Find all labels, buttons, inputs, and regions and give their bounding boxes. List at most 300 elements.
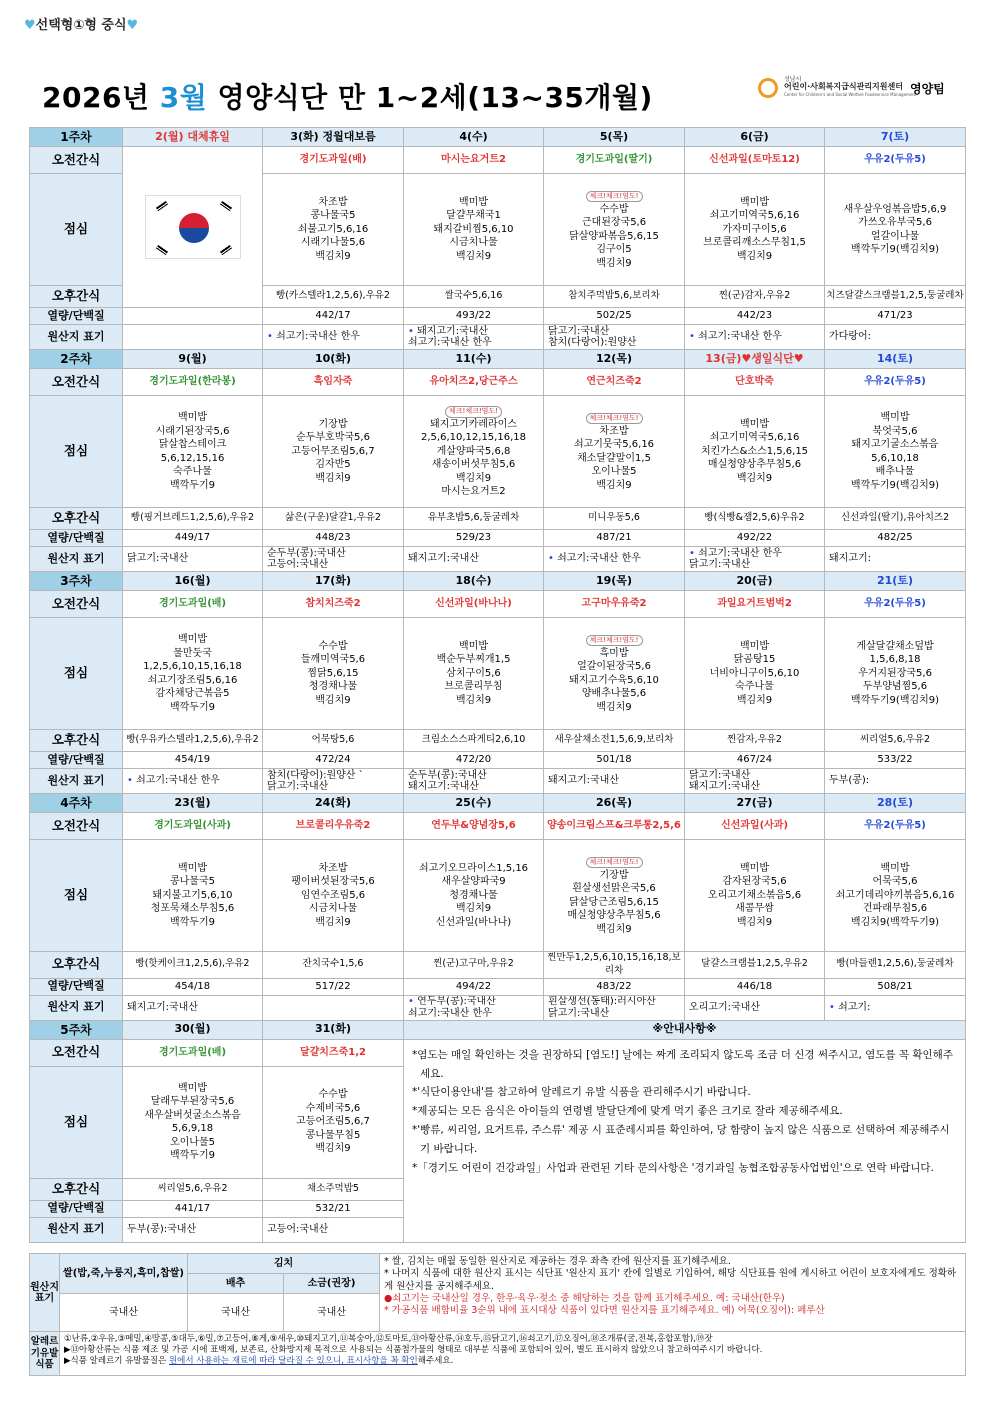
day-header: 2(월) 대체휴일 <box>123 128 263 147</box>
dish: 백김치9 <box>596 479 632 491</box>
allergy-notes: ①난류,②우유,③메밀,④땅콩,⑤대두,⑥밀,⑦고등어,⑧게,⑨새우,⑩돼지고기,⑪복숭아,⑫토마토,⑬아황산류,⑭호두,⑮닭고기,⑯쇠고기,⑰오징어,⑱조개류(굴,전복,홍합포함),⑲잣 ▶⑬아황산류는 식품 제조 및 가공 시에 표백제, 보존료, 산화방지제 목적으로 사용되는 식품첨가물의 형태로 대부분 식품에 포함되어 있어, 별도 표시하지 않았으니 참고하여주시기 바랍니다. ▶식품 알레르기 유발물질은 원에서 사용하는 재료에 따라 달라질 수 있으니, 표시사항을 꼭 확인해주세요. <box>60 1332 966 1376</box>
am_snack-cell: 단호박죽 <box>685 369 825 396</box>
origin-cell: 돼지고기:국내산 <box>123 995 263 1020</box>
dish: 새우살양파국9 <box>441 876 506 888</box>
origin-label: 원산지 표기 <box>30 547 123 572</box>
dish: 쇠고기뭇국5,6,16 <box>573 439 655 450</box>
lunch-cell <box>263 618 404 730</box>
day-header: 21(토) <box>825 572 966 591</box>
dish: 1,5,6,8,18 <box>869 654 921 666</box>
day-header: 28(토) <box>825 794 966 813</box>
dish: 순두부호박국5,6 <box>296 432 370 444</box>
dish: 백깍두기9 <box>169 479 215 491</box>
day-header: 16(월) <box>123 572 263 591</box>
am_snack-cell: 달걀치즈죽1,2 <box>263 1039 404 1066</box>
energy-row <box>30 978 966 995</box>
origin-cell: 순두부(콩):국내산 돼지고기:국내산 <box>404 769 544 794</box>
energy-cell: 448/23 <box>263 530 404 547</box>
origin-label: 원산지 표기 <box>30 325 123 350</box>
lunch-cell <box>404 618 544 730</box>
notice-item: *'식단이용안내'를 참고하여 알레르기 유발 식품을 관리해주시기 바랍니다. <box>412 1086 751 1099</box>
pm_snack-cell: 빵(우유카스텔라1,2,5,6),우유2 <box>123 730 263 752</box>
dish: 오이나물5 <box>169 1136 215 1148</box>
lunch-cell <box>825 618 966 730</box>
pm_snack-cell: 찐(군)고구마,우유2 <box>404 952 544 979</box>
energy-cell: 487/21 <box>544 530 685 547</box>
am_snack-cell: 경기도과일(배) <box>123 1039 263 1066</box>
dish: 쇠고기오므라이스1,5,16 <box>418 862 529 874</box>
day-header: 23(월) <box>123 794 263 813</box>
salt-check-icon: 체크!체크!염도! <box>404 404 543 418</box>
lunch-row <box>30 840 966 952</box>
dish: 양배추나물5,6 <box>581 688 647 699</box>
dish: 임연수조림5,6 <box>300 889 366 901</box>
dish: 백김치9 <box>596 923 632 935</box>
day-header: 17(화) <box>263 572 404 591</box>
origin-cell: • 쇠고기:국내산 한우 <box>123 769 263 794</box>
day-header: 6(금) <box>685 128 825 147</box>
dish: 백김치9 <box>736 472 773 484</box>
dish: 쇠고기데리야끼볶음5,6,16 <box>835 889 955 901</box>
dish: 청경채나물 <box>308 681 358 693</box>
am_snack-cell: 흑임자죽 <box>263 369 404 396</box>
origin-label: 원산지표기 <box>30 1254 60 1332</box>
dish: 콩나물국5 <box>310 210 356 222</box>
dish: 신선과일(바나나) <box>435 916 512 928</box>
dish: 돼지갈비찜5,6,10 <box>433 223 514 235</box>
lunch-cell <box>825 840 966 952</box>
dish: 백김치9 <box>455 694 492 706</box>
lunch-cell <box>263 396 404 508</box>
lunch-cell <box>123 396 263 508</box>
org-logo: 성남시 어린이·사회복지급식관리지원센터 Center for Children's and Social Welfare Foodservice Management 영양팀 <box>758 74 968 104</box>
dish: 백김치9 <box>315 250 351 262</box>
am_snack-label: 오전간식 <box>30 147 123 174</box>
dish: 시금치나물 <box>449 237 498 249</box>
dish: 백김치9 <box>315 694 351 706</box>
am_snack-cell: 우유2(두유5) <box>825 147 966 174</box>
pm_snack-cell: 빵(식빵&잼2,5,6)우유2 <box>685 508 825 530</box>
notice-item: *「경기도 어린이 건강과일」사업과 관련된 기타 문의사항은 '경기과일 농협조합공동사업법인'으로 연락 바랍니다. <box>412 1161 934 1174</box>
pm_snack-cell: 달걀스크램블1,2,5,우유2 <box>685 952 825 979</box>
dish: 매실청양상추무침5,6 <box>567 910 661 921</box>
dish: 2,5,6,10,12,15,16,18 <box>421 432 526 444</box>
dish: 5,6,12,15,16 <box>160 452 225 464</box>
salt-label: 소금(권장) <box>284 1274 380 1294</box>
dish: 백깍두기9(백김치9) <box>850 694 940 706</box>
dish: 닭살당근조림5,6,15 <box>569 896 659 908</box>
dish: 얼갈이나물 <box>870 230 920 242</box>
dish: 수제비국5,6 <box>305 1102 361 1114</box>
dish: 백깍두기9(백김치9) <box>850 479 940 491</box>
rice-label: 쌀(밥,죽,누룽지,흑미,찹쌀) <box>60 1254 188 1294</box>
dish: 게살양파국5,6,8 <box>436 445 511 457</box>
origin-cell: • 쇠고기:국내산 한우 닭고기:국내산 <box>685 547 825 572</box>
dish: 고등어무조림5,6,7 <box>291 445 375 457</box>
day-header: 14(토) <box>825 350 966 369</box>
dish: 달래두부된장국5,6 <box>150 1096 235 1108</box>
lunch-cell <box>123 618 263 730</box>
pm_snack-cell: 씨리얼5,6,우유2 <box>123 1178 263 1200</box>
lunch-cell <box>544 618 685 730</box>
pm_snack-cell: 빵(카스텔라1,2,5,6),우유2 <box>263 286 404 308</box>
week-header <box>30 794 966 813</box>
cabbage-origin: 국내산 <box>188 1294 284 1332</box>
notice-item: *염도는 매일 확인하는 것을 권장하되 [염도!] 날에는 짜게 조리되지 않도록 조금 더 신경 써주시고, 염도를 꼭 확인해주세요. <box>412 1048 953 1080</box>
origin-cell: 돼지고기: <box>825 547 966 572</box>
energy-cell: 483/22 <box>544 978 685 995</box>
dish: 기장밥 <box>318 418 348 430</box>
pm_snack-cell: 씨리얼5,6,우유2 <box>825 730 966 752</box>
pm_snack-cell: 빵(마들렌1,2,5,6),둥굴레차 <box>825 952 966 979</box>
am_snack-cell: 연근치즈죽2 <box>544 369 685 396</box>
dish: 백미밥 <box>178 1082 207 1094</box>
origin-cell: • 돼지고기:국내산 쇠고기:국내산 한우 <box>404 325 544 350</box>
pm_snack-cell: 쌀국수5,6,16 <box>404 286 544 308</box>
am_snack-cell: 우유2(두유5) <box>825 591 966 618</box>
week-label: 1주차 <box>30 128 123 147</box>
dish: 백김치9 <box>455 903 492 915</box>
dish: 가쓰오유부국5,6 <box>858 217 932 228</box>
am_snack-label: 오전간식 <box>30 813 123 840</box>
dish: 시래기된장국5,6 <box>155 425 230 437</box>
dish: 돼지고기카레라이스 <box>430 418 517 430</box>
dish: 기장밥 <box>599 869 629 881</box>
week-label: 2주차 <box>30 350 123 369</box>
origin-row <box>30 769 966 794</box>
energy-cell: 441/17 <box>123 1200 263 1217</box>
lunch-cell <box>685 174 825 286</box>
dish: 닭살양파볶음5,6,15 <box>569 230 659 242</box>
origin-cell <box>263 995 404 1020</box>
dish: 치킨가스&소스1,5,6,15 <box>700 445 809 457</box>
am_snack-cell: 참치치즈죽2 <box>263 591 404 618</box>
pm_snack-label: 오후간식 <box>30 286 123 308</box>
pm_snack-cell: 참치주먹밥5,6,보리차 <box>544 286 685 308</box>
origin-notes: * 쌀, 김치는 매월 동일한 원산지로 제공하는 경우 좌측 칸에 원산지를 표기해주세요. * 나머지 식품에 대한 원산지 표시는 식단표 '원산지 표기' 칸에 일별로 기입하여, 해당 식단표를 원에 게시하고 어린이 보호자에게도 정확하게 원산지를 공지해주세요. ●쇠고기는 국내산일 경우, 한우·육우·젖소 중 해당하는 것을 함께 표기해주세요. 예: 국내산(한우) * 가공식품 배합비율 3순위 내에 표시대상 식품이 있다면 원산지를 표기해주세요. 예) 어묵(오징어): 페루산 <box>380 1254 966 1332</box>
lunch-cell <box>263 174 404 286</box>
dish: 돼지고기굴소스볶음 <box>851 439 939 450</box>
dish: 새송이버섯무침5,6 <box>431 459 516 471</box>
energy-cell: 442/23 <box>685 308 825 325</box>
dish: 백김치9 <box>315 916 351 928</box>
origin-cell: 돼지고기:국내산 <box>544 769 685 794</box>
origin-cell: 오리고기:국내산 <box>685 995 825 1020</box>
pm_snack-cell: 잔치국수1,5,6 <box>263 952 404 979</box>
week-label: 5주차 <box>30 1020 123 1039</box>
dish: 백김치9 <box>736 916 773 928</box>
rice-origin: 국내산 <box>60 1294 188 1332</box>
dish: 쇠고기장조림5,6,16 <box>147 674 238 686</box>
dish: 김구이5 <box>596 244 632 255</box>
energy-cell: 517/22 <box>263 978 404 995</box>
dish: 백깍두기9 <box>169 916 215 928</box>
dish: 돼지불고기5,6,10 <box>152 889 233 901</box>
energy-cell: 454/18 <box>123 978 263 995</box>
dish: 돼지고기수육5,6,10 <box>569 674 659 686</box>
korean-flag-icon <box>145 195 241 259</box>
pm_snack-cell: 찐(군)감자,우유2 <box>685 286 825 308</box>
lunch-cell <box>404 174 544 286</box>
week-label: 4주차 <box>30 794 123 813</box>
am_snack-row <box>30 1039 966 1066</box>
origin-allergy-table <box>29 1253 966 1376</box>
energy-cell: 532/21 <box>263 1200 404 1217</box>
dish: 새우살버섯굴소스볶음 <box>144 1109 241 1121</box>
lunch-label: 점심 <box>30 396 123 508</box>
pm_snack-cell: 새우살채소전1,5,6,9,보리차 <box>544 730 685 752</box>
dish: 쇠불고기5,6,16 <box>297 223 369 235</box>
am_snack-cell: 경기도과일(딸기) <box>544 147 685 174</box>
dish: 콩나물국5 <box>169 876 215 888</box>
dish: 브로콜리깨소스무침1,5 <box>703 237 806 249</box>
day-header: 24(화) <box>263 794 404 813</box>
am_snack-cell: 양송이크림스프&크루통2,5,6 <box>544 813 685 840</box>
salt-check-icon: 체크!체크!염도! <box>544 411 684 425</box>
energy-label: 열량/단백질 <box>30 1200 123 1217</box>
energy-cell: 501/18 <box>544 752 685 769</box>
origin-label: 원산지 표기 <box>30 769 123 794</box>
energy-cell: 471/23 <box>825 308 966 325</box>
day-header: 19(목) <box>544 572 685 591</box>
lunch-cell <box>685 840 825 952</box>
am_snack-cell: 연두부&양념장5,6 <box>404 813 544 840</box>
dish: 쇠고기미역국5,6,16 <box>709 432 800 444</box>
week-label: 3주차 <box>30 572 123 591</box>
energy-label: 열량/단백질 <box>30 530 123 547</box>
team-name: 영양팀 <box>910 82 945 96</box>
lunch-cell <box>685 618 825 730</box>
energy-label: 열량/단백질 <box>30 752 123 769</box>
page-title: 2026년 3월 영양식단 만 1~2세(13~35개월) <box>42 81 653 114</box>
pm_snack-cell: 채소주먹밥5 <box>263 1178 404 1200</box>
lunch-cell <box>685 396 825 508</box>
lunch-cell <box>544 396 685 508</box>
energy-cell: 442/17 <box>263 308 404 325</box>
origin-cell: 두부(콩):국내산 <box>123 1217 263 1242</box>
dish: 흑미밥 <box>599 647 629 659</box>
dish: 백김치9 <box>455 472 492 484</box>
dish: 1,2,5,6,10,15,16,18 <box>143 661 242 672</box>
pm_snack-cell: 어묵탕5,6 <box>263 730 404 752</box>
am_snack-cell: 마시는요거트2 <box>404 147 544 174</box>
dish: 새우살우엉볶음밥5,6,9 <box>843 203 947 215</box>
am_snack-label: 오전간식 <box>30 1039 123 1066</box>
notice-item: *제공되는 모든 음식은 아이들의 연령별 발달단계에 맞게 먹기 좋은 크기로 잘라 제공해주세요. <box>412 1105 843 1118</box>
dish: 채소달걀말이1,5 <box>577 452 651 464</box>
salt-check-icon: 체크!체크!염도! <box>544 855 684 869</box>
pm_snack-label: 오후간식 <box>30 952 123 979</box>
energy-cell: 533/22 <box>825 752 966 769</box>
pm_snack-cell: 미니우동5,6 <box>544 508 685 530</box>
dish: 백깍두기9 <box>169 701 215 713</box>
lunch-cell <box>123 1066 263 1178</box>
dish: 감자채당근볶음5 <box>155 688 230 699</box>
dish: 닭살찹스테이크 <box>158 439 227 450</box>
pm_snack-label: 오후간식 <box>30 730 123 752</box>
am_snack-cell: 과일요거트범벅2 <box>685 591 825 618</box>
salt-origin: 국내산 <box>284 1294 380 1332</box>
dish: 백미밥 <box>459 640 488 652</box>
pm_snack-cell: 신선과일(딸기),유아치즈2 <box>825 508 966 530</box>
dish: 수수밥 <box>599 203 629 215</box>
holiday-flag-cell <box>123 147 263 308</box>
day-header: 10(화) <box>263 350 404 369</box>
day-header: 3(화) 정월대보름 <box>263 128 404 147</box>
energy-cell: 508/21 <box>825 978 966 995</box>
pm_snack-label: 오후간식 <box>30 1178 123 1200</box>
energy-cell: 494/22 <box>404 978 544 995</box>
energy-label: 열량/단백질 <box>30 978 123 995</box>
pm_snack-cell: 찐만두1,2,5,6,10,15,16,18,보리차 <box>544 952 685 979</box>
origin-cell: 돼지고기:국내산 <box>404 547 544 572</box>
dish: 배추나물 <box>875 466 915 477</box>
lunch-cell <box>123 840 263 952</box>
energy-cell: 454/19 <box>123 752 263 769</box>
am_snack-cell: 신선과일(바나나) <box>404 591 544 618</box>
lunch-label: 점심 <box>30 1066 123 1178</box>
dish: 백미밥 <box>740 640 769 652</box>
am_snack-row <box>30 147 966 174</box>
energy-cell: 472/24 <box>263 752 404 769</box>
dish: 수수밥 <box>318 640 348 652</box>
dish: 백김치9 <box>596 257 632 269</box>
pm_snack-cell: 유부초밥5,6,둥굴레차 <box>404 508 544 530</box>
dish: 백미밥 <box>880 862 910 874</box>
dish: 마시는요거트2 <box>441 486 506 498</box>
dish: 백미밥 <box>178 634 207 645</box>
dish: 북엇국5,6 <box>872 425 918 437</box>
origin-cell: • 쇠고기:국내산 한우 <box>263 325 404 350</box>
notice-box <box>404 1039 966 1242</box>
origin-row <box>30 547 966 572</box>
am_snack-cell: 우유2(두유5) <box>825 369 966 396</box>
lunch-cell <box>404 840 544 952</box>
day-header: 20(금) <box>685 572 825 591</box>
energy-label: 열량/단백질 <box>30 308 123 325</box>
week-header <box>30 350 966 369</box>
dish: 두부양념찜5,6 <box>862 681 928 693</box>
lunch-cell <box>825 174 966 286</box>
energy-row <box>30 752 966 769</box>
pm_snack-cell: 삶은(구운)달걀1,우유2 <box>263 508 404 530</box>
dish: 고등어조림5,6,7 <box>296 1116 370 1128</box>
lunch-label: 점심 <box>30 618 123 730</box>
origin-cell: 참치(다랑어):원양산 ` 닭고기:국내산 <box>263 769 404 794</box>
energy-cell: 467/24 <box>685 752 825 769</box>
logo-icon <box>758 78 778 98</box>
am_snack-cell: 유아치즈2,당근주스 <box>404 369 544 396</box>
dish: 백미밥 <box>740 862 769 874</box>
dish: 브로콜리무침 <box>444 681 503 693</box>
dish: 시금치나물 <box>308 903 358 915</box>
dish: 달걀무채국1 <box>446 210 501 222</box>
energy-row <box>30 308 966 325</box>
dish: 팽이버섯된장국5,6 <box>291 876 375 888</box>
energy-cell: 446/18 <box>685 978 825 995</box>
lunch-cell <box>825 396 966 508</box>
dish: 백미밥 <box>178 412 207 423</box>
dish: 들깨미역국5,6 <box>300 654 366 666</box>
dish: 우거지된장국5,6 <box>858 667 932 679</box>
am_snack-row <box>30 813 966 840</box>
day-header: 9(월) <box>123 350 263 369</box>
dish: 차조밥 <box>599 425 629 437</box>
dish: 백김치9 <box>736 694 773 706</box>
dish: 백김치9 <box>315 472 351 484</box>
lunch-row <box>30 618 966 730</box>
origin-cell: 닭고기:국내산 참치(다랑어):원양산 <box>544 325 685 350</box>
pm_snack-cell: 빵(핑거브레드1,2,5,6),우유2 <box>123 508 263 530</box>
dish: 찜닭5,6,15 <box>307 667 359 679</box>
energy-cell <box>123 308 263 325</box>
pm_snack-cell: 크림소스스파게티2,6,10 <box>404 730 544 752</box>
am_snack-row <box>30 369 966 396</box>
dish: 백깍두기9(백김치9) <box>850 244 940 255</box>
notice-title: ※안내사항※ <box>404 1020 966 1039</box>
week-header <box>30 572 966 591</box>
dish: 게살달걀채소덮밥 <box>856 640 934 652</box>
energy-cell: 472/20 <box>404 752 544 769</box>
day-header: 7(토) <box>825 128 966 147</box>
cabbage-label: 배추 <box>188 1274 284 1294</box>
lunch-cell <box>404 396 544 508</box>
dish: 김자반5 <box>315 459 351 471</box>
origin-label: 원산지 표기 <box>30 1217 123 1242</box>
lunch-label: 점심 <box>30 840 123 952</box>
dish: 백미밥 <box>459 196 488 208</box>
menu-table <box>29 127 966 1243</box>
dish: 차조밥 <box>318 196 348 208</box>
dish: 닭곰탕15 <box>733 654 776 666</box>
dish: 오이나물5 <box>591 466 637 477</box>
dish: 청경채나물 <box>449 889 498 901</box>
am_snack-label: 오전간식 <box>30 369 123 396</box>
dish: 너비아니구이5,6,10 <box>709 667 800 679</box>
pm_snack-row <box>30 730 966 752</box>
dish: 백미밥 <box>740 196 769 208</box>
am_snack-cell: 경기도과일(한라봉) <box>123 369 263 396</box>
day-header: 26(목) <box>544 794 685 813</box>
am_snack-row <box>30 591 966 618</box>
dish: 차조밥 <box>318 862 348 874</box>
day-header: 27(금) <box>685 794 825 813</box>
allergy-label: 알레르기유발식품 <box>30 1332 60 1376</box>
origin-cell: • 연두부(콩):국내산 쇠고기:국내산 한우 <box>404 995 544 1020</box>
energy-cell: 492/22 <box>685 530 825 547</box>
origin-cell: • 쇠고기:국내산 한우 <box>544 547 685 572</box>
kimchi-label: 김치 <box>188 1254 380 1274</box>
week-header <box>30 1020 966 1039</box>
origin-cell: • 쇠고기:국내산 한우 <box>685 325 825 350</box>
pm_snack-row <box>30 952 966 979</box>
dish: 백깍두기9 <box>169 1150 215 1162</box>
dish: 숙주나물 <box>735 681 774 693</box>
origin-cell: • 쇠고기: <box>825 995 966 1020</box>
am_snack-cell: 신선과일(사과) <box>685 813 825 840</box>
dish: 시래기나물5,6 <box>300 237 366 249</box>
lunch-label: 점심 <box>30 174 123 286</box>
origin-cell <box>123 325 263 350</box>
energy-cell: 502/25 <box>544 308 685 325</box>
pm_snack-row <box>30 508 966 530</box>
am_snack-cell: 브로콜리우유죽2 <box>263 813 404 840</box>
dish: 숙주나물 <box>173 466 212 477</box>
day-header: 12(목) <box>544 350 685 369</box>
dish: 건파래무침5,6 <box>862 903 928 915</box>
dish: 감자된장국5,6 <box>722 876 787 888</box>
day-header: 18(수) <box>404 572 544 591</box>
